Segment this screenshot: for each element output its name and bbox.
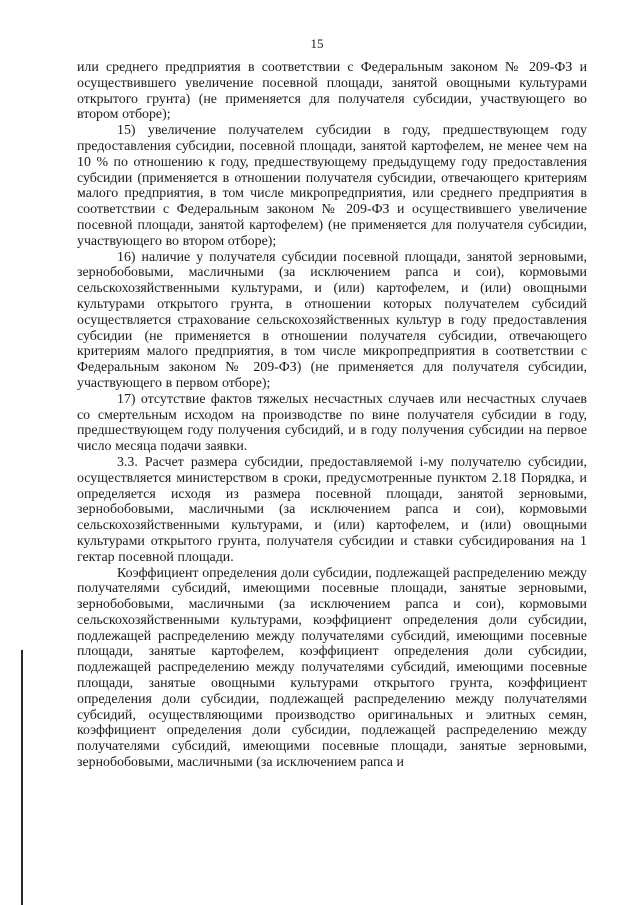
paragraph-continuation: или среднего предприятия в соответствии с Федеральным законом № 209-ФЗ и осуществившего увеличение посевной площади, занятой овощными культурами открытого грунта) (не применяется для получателя субсидии, участвующего во втором отборе); <box>77 60 587 123</box>
left-margin-rule <box>21 650 23 905</box>
document-body <box>77 60 587 771</box>
page-number: 15 <box>310 36 324 51</box>
paragraph-item-17: 17) отсутствие фактов тяжелых несчастных случаев или несчастных случаев со смертельным исходом на производстве по вине получателя субсидии в году, предшествующем году получения субсидий, и в году получения субсидии на первое число месяца подачи заявки. <box>77 391 587 455</box>
paragraph-item-15: 15) увеличение получателем субсидии в году, предшествующем году предоставления субсидии, посевной площади, занятой картофелем, не менее чем на 10 % по отношению к году, предшествующему предыдущему году предоставления субсидии (применяется в отношении получателя субсидии, отвечающего критериям малого предприятия, в том числе микропредприятия, или среднего предприятия в соответствии с Федеральным законом № 209-ФЗ и осуществившего увеличение посевной площади, занятой картофелем) (не применяется для получателя субсидии, участвующего во втором отборе); <box>77 123 587 249</box>
paragraph-item-16: 16) наличие у получателя субсидии посевной площади, занятой зерновыми, зернобобовыми, масличными (за исключением рапса и сои), кормовыми сельскохозяйственными культурами, и (или) картофелем, и (или) овощными культурами открытого грунта, в отношении которых получателем субсидий осуществляется страхование сельскохозяйственных культур в году предоставления субсидии (не применяется в отношении получателя субсидии, отвечающего критериям малого предприятия, в том числе микропредприятия в соответствии с Федеральным законом № 209-ФЗ) (не применяется для получателя субсидии, участвующего в первом отборе); <box>77 249 587 391</box>
paragraph-coefficient: Коэффициент определения доли субсидии, подлежащей распределению между получателями субсидий, имеющими посевные площади, занятые зерновыми, зернобобовыми, масличными (за исключением рапса и сои), кормовыми сельскохозяйственными культурами, коэффициент определения доли субсидии, подлежащей распределению между получателями субсидий, имеющими посевные площади, занятые картофелем, коэффициент определения доли субсидии, подлежащей распределению между получателями субсидий, имеющими посевные площади, занятые овощными культурами открытого грунта, коэффициент определения доли субсидии, подлежащей распределению между получателями субсидий, осуществляющими производство оригинальных и элитных семян, коэффициент определения доли субсидии, подлежащей распределению между получателями субсидий, имеющими посевные площади, занятые зерновыми, зернобобовыми, масличными (за исключением рапса и <box>77 565 587 771</box>
paragraph-section-3-3: 3.3. Расчет размера субсидии, предоставляемой i-му получателю субсидии, осуществляется министерством в сроки, предусмотренные пунктом 2.18 Порядка, и определяется исходя из размера посевной площади, занятой зерновыми, зернобобовыми, масличными (за исключением рапса и сои), кормовыми сельскохозяйственными культурами, и (или) картофелем, и (или) овощными культурами открытого грунта, получателя субсидии и ставки субсидирования на 1 гектар посевной площади. <box>77 454 587 565</box>
